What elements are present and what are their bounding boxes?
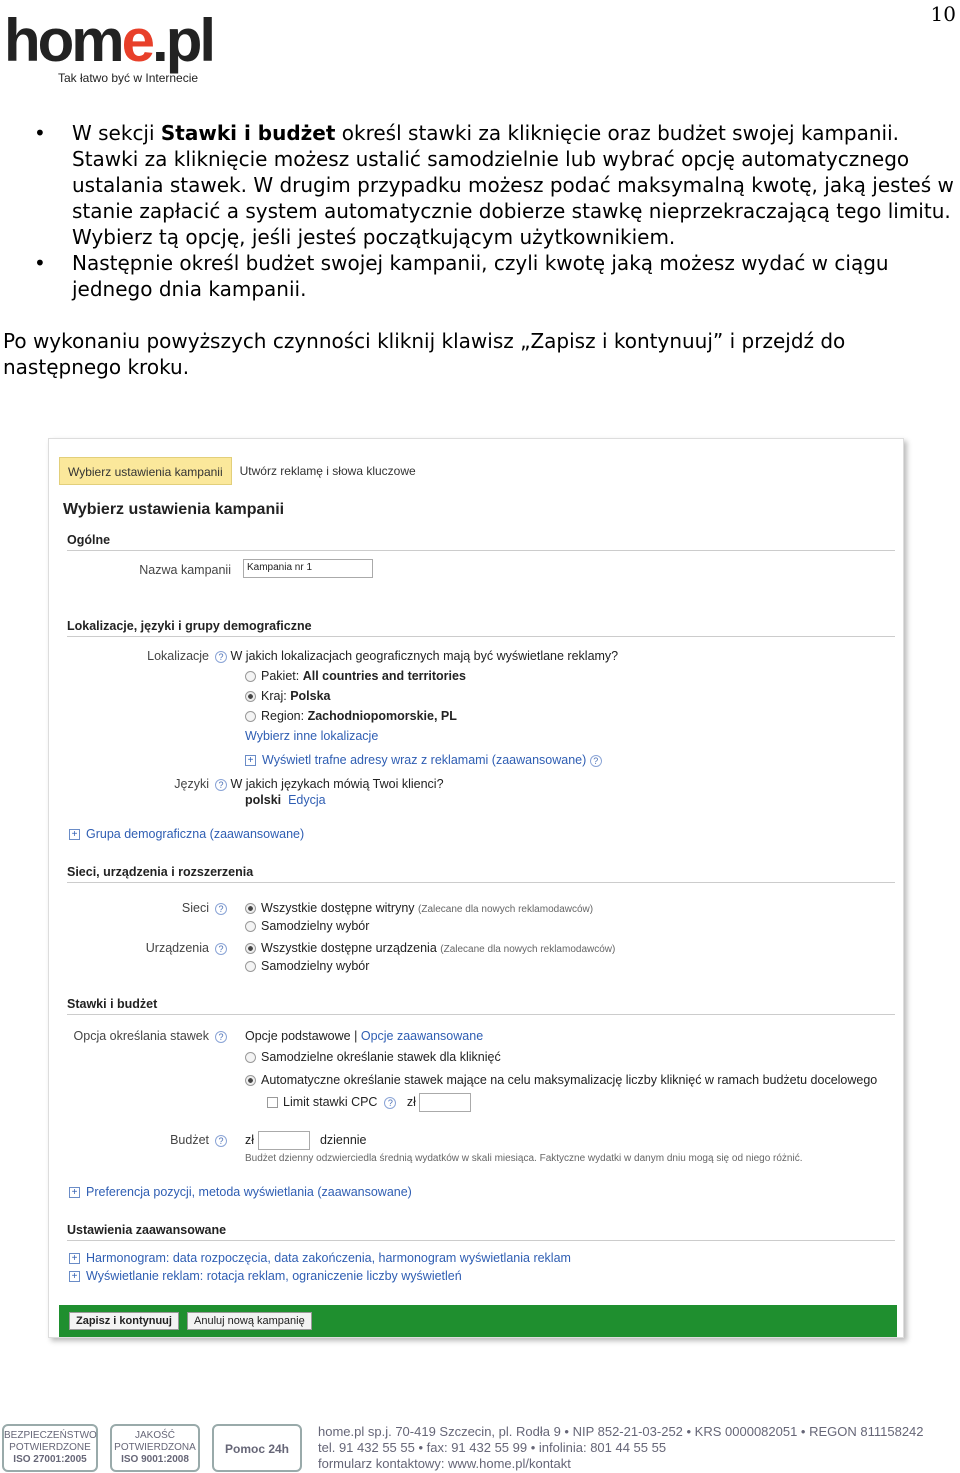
ad-delivery-toggle[interactable]: + Wyświetlanie reklam: rotacja reklam, ograniczenie liczby wyświetleń — [69, 1269, 462, 1283]
page-number: 10 — [930, 2, 956, 26]
help-icon[interactable]: ? — [384, 1097, 396, 1109]
help-24h-badge: Pomoc 24h — [212, 1424, 302, 1472]
step-ads: Utwórz reklamę i słowa kluczowe — [239, 464, 416, 478]
relevant-addresses-toggle[interactable]: + Wyświetl trafne adresy wraz z reklamami (zaawansowane) ? — [245, 753, 602, 767]
radio-selected-icon[interactable] — [245, 1075, 256, 1086]
budget-note: Budżet dzienny odzwierciedla średnią wydatków w skali miesiąca. Faktyczne wydatki w danym dniu mogą się od niego różnić. — [245, 1153, 803, 1164]
location-label: Lokalizacje — [147, 649, 209, 663]
page-footer — [0, 1422, 960, 1472]
devices-label: Urządzenia — [145, 941, 209, 955]
section-advanced: Ustawienia zaawansowane — [67, 1223, 895, 1241]
radio-icon[interactable] — [245, 1052, 256, 1063]
position-preference-toggle[interactable]: + Preferencja pozycji, metoda wyświetlania (zaawansowane) — [69, 1185, 412, 1199]
help-icon[interactable]: ? — [215, 1031, 227, 1043]
section-networks: Sieci, urządzenia i rozszerzenia — [67, 865, 895, 883]
iso27001-badge: BEZPIECZEŃSTWO POTWIERDZONE ISO 27001:2005 — [2, 1424, 98, 1472]
budget-label: Budżet — [170, 1133, 209, 1147]
help-icon[interactable]: ? — [215, 779, 227, 791]
name-label: Nazwa kampanii — [139, 563, 231, 577]
expand-icon[interactable]: + — [69, 1253, 80, 1264]
bid-advanced-tab[interactable]: Opcje zaawansowane — [360, 1029, 484, 1043]
help-icon[interactable]: ? — [215, 903, 227, 915]
paragraph: Po wykonaniu powyższych czynności kliknij klawisz „Zapisz i kontynuuj” i przejdź do następnego kroku. — [3, 329, 846, 379]
devices-option-custom[interactable]: Samodzielny wybór — [245, 959, 369, 973]
other-locations-link[interactable]: Wybierz inne lokalizacje — [245, 729, 379, 743]
networks-label: Sieci — [181, 901, 209, 915]
bid-option-auto[interactable]: Automatyczne określanie stawek mające na celu maksymalizację liczby kliknięć w ramach budżetu docelowego — [245, 1073, 877, 1087]
step-settings: Wybierz ustawienia kampanii — [59, 457, 232, 485]
help-icon[interactable]: ? — [215, 943, 227, 955]
cpc-limit[interactable]: Limit stawki CPC ? zł — [267, 1093, 471, 1112]
budget-input[interactable] — [258, 1131, 310, 1150]
devices-option-all[interactable]: Wszystkie dostępne urządzenia (Zalecane dla nowych reklamodawców) — [245, 941, 615, 955]
body-text — [0, 120, 958, 380]
networks-option-all[interactable]: Wszystkie dostępne witryny (Zalecane dla nowych reklamodawców) — [245, 901, 593, 915]
save-continue-button[interactable]: Zapisz i kontynuuj — [69, 1312, 179, 1330]
screenshot-title: Wybierz ustawienia kampanii — [63, 501, 285, 518]
campaign-settings-screenshot: Wybierz ustawienia kampanii Utwórz reklamę i słowa kluczowe Wybierz ustawienia kampanii Ogólne Nazwa kampanii Kampania nr 1 Lokalizacje, języki i grupy demograficzne Lokalizacje ? W jakich lokalizacjach geograficznych mają być wyświetlane reklamy? Pakiet: All countries and territories Kraj: Polska Region: Zachodniopomorskie, PL Wybierz inne lokalizacje + Wyświetl trafne adresy wraz z reklamami (zaawansowane) ? Języki ? W jakich językach mówią Twoi klienci? polski Edycja + Grupa demograficzna (zaawansowane) Sieci, urządzenia i rozszerzenia Sieci ? Wszystkie dostępne witryny (Zalecane dla nowych reklamodawców) Samodzielny wybór Urządzenia ? Wszystkie dostępne urządzenia (Zalecane dla nowych reklamodawców) Samodzielny wybór Stawki i budżet Opcja określania stawek ? Opcje podstawowe | Opcje zaawansowane Samodzielne określanie stawek dla kliknięć Automatyczne określanie stawek mające na celu maksymalizację liczby kliknięć w ramach budżetu docelowego Limit stawki CPC ? zł Budżet ? zł dziennie Budżet dzienny odzwierciedla średnią wydatków w skali miesiąca. Faktyczne wydatki w danym dniu mogą się od niego różnić. + Preferencja pozycji, metoda wyświetlania (zaawansowane) Ustawienia zaawansowane + Harmonogram: data rozpoczęcia, data zakończenia, harmonogram wyświetlania reklam + Wyświetlanie reklam: rotacja reklam, ograniczenie liczby wyświetleń Zapisz i kontynuuj Anuluj nową kampanię — [48, 438, 904, 1338]
bid-basic-tab[interactable]: Opcje podstawowe — [245, 1029, 351, 1043]
expand-icon[interactable]: + — [69, 829, 80, 840]
radio-icon[interactable] — [245, 671, 256, 682]
section-location: Lokalizacje, języki i grupy demograficzne — [67, 619, 895, 637]
bullet-2: • Następnie określ budżet swojej kampanii, czyli kwotę jaką możesz wydać w ciągu jednego dnia kampanii. — [0, 250, 958, 302]
help-icon[interactable]: ? — [590, 755, 602, 767]
wizard-steps — [59, 457, 424, 485]
languages-question: W jakich językach mówią Twoi klienci? — [230, 777, 444, 791]
expand-icon[interactable]: + — [245, 755, 256, 766]
checkbox-icon[interactable] — [267, 1097, 278, 1108]
location-option-package[interactable]: Pakiet: All countries and territories — [245, 669, 466, 683]
location-question: W jakich lokalizacjach geograficznych mają być wyświetlane reklamy? — [230, 649, 619, 663]
campaign-name-input[interactable]: Kampania nr 1 — [243, 559, 373, 578]
languages-label: Języki — [174, 777, 209, 791]
schedule-toggle[interactable]: + Harmonogram: data rozpoczęcia, data zakończenia, harmonogram wyświetlania reklam — [69, 1251, 571, 1265]
cpc-limit-input[interactable] — [419, 1093, 471, 1112]
location-option-country[interactable]: Kraj: Polska — [245, 689, 331, 703]
bid-option-label: Opcja określania stawek — [73, 1029, 209, 1043]
expand-icon[interactable]: + — [69, 1187, 80, 1198]
section-bids: Stawki i budżet — [67, 997, 895, 1015]
home-pl-logo: home.pl Tak łatwo być w Internecie — [4, 7, 214, 85]
logo-tagline: Tak łatwo być w Internecie — [58, 71, 199, 85]
budget-unit: dziennie — [319, 1132, 367, 1147]
radio-icon[interactable] — [245, 961, 256, 972]
radio-selected-icon[interactable] — [245, 691, 256, 702]
expand-icon[interactable]: + — [69, 1271, 80, 1282]
help-icon[interactable]: ? — [215, 651, 227, 663]
demographics-toggle[interactable]: + Grupa demograficzna (zaawansowane) — [69, 827, 304, 841]
iso9001-badge: JAKOŚĆ POTWIERDZONA ISO 9001:2008 — [110, 1424, 200, 1472]
help-icon[interactable]: ? — [215, 1135, 227, 1147]
company-info: home.pl sp.j. 70-419 Szczecin, pl. Rodła 9 • NIP 852-21-03-252 • KRS 0000082051 • REGON 811158242 tel. 91 432 55 55 • fax: 91 432 55 99 • infolinia: 801 44 55 55 formularz kontaktowy: www.home.pl/kontakt — [318, 1424, 924, 1471]
bullet-1: • W sekcji Stawki i budżet określ stawki za kliknięcie oraz budżet swojej kampanii. Stawki za kliknięcie możesz ustalić samodzielnie lub wybrać opcję automatycznego ustalania stawek. W drugim przypadku możesz podać maksymalną kwotę, jaką jesteś w stanie zapłacić a system automatycznie dobierze stawkę nieprzekraczającą tego limitu. Wybierz tą opcję, jeśli jesteś początkującym użytkownikiem. — [0, 120, 958, 250]
language-edit-link[interactable]: Edycja — [288, 793, 326, 807]
networks-option-custom[interactable]: Samodzielny wybór — [245, 919, 369, 933]
action-bar — [59, 1305, 897, 1337]
cancel-campaign-button[interactable]: Anuluj nową kampanię — [187, 1312, 312, 1330]
section-general: Ogólne — [67, 533, 895, 551]
bid-option-manual[interactable]: Samodzielne określanie stawek dla kliknięć — [245, 1050, 501, 1064]
radio-icon[interactable] — [245, 711, 256, 722]
radio-selected-icon[interactable] — [245, 943, 256, 954]
radio-selected-icon[interactable] — [245, 903, 256, 914]
location-option-region[interactable]: Region: Zachodniopomorskie, PL — [245, 709, 457, 723]
radio-icon[interactable] — [245, 921, 256, 932]
language-value: polski — [245, 793, 282, 807]
